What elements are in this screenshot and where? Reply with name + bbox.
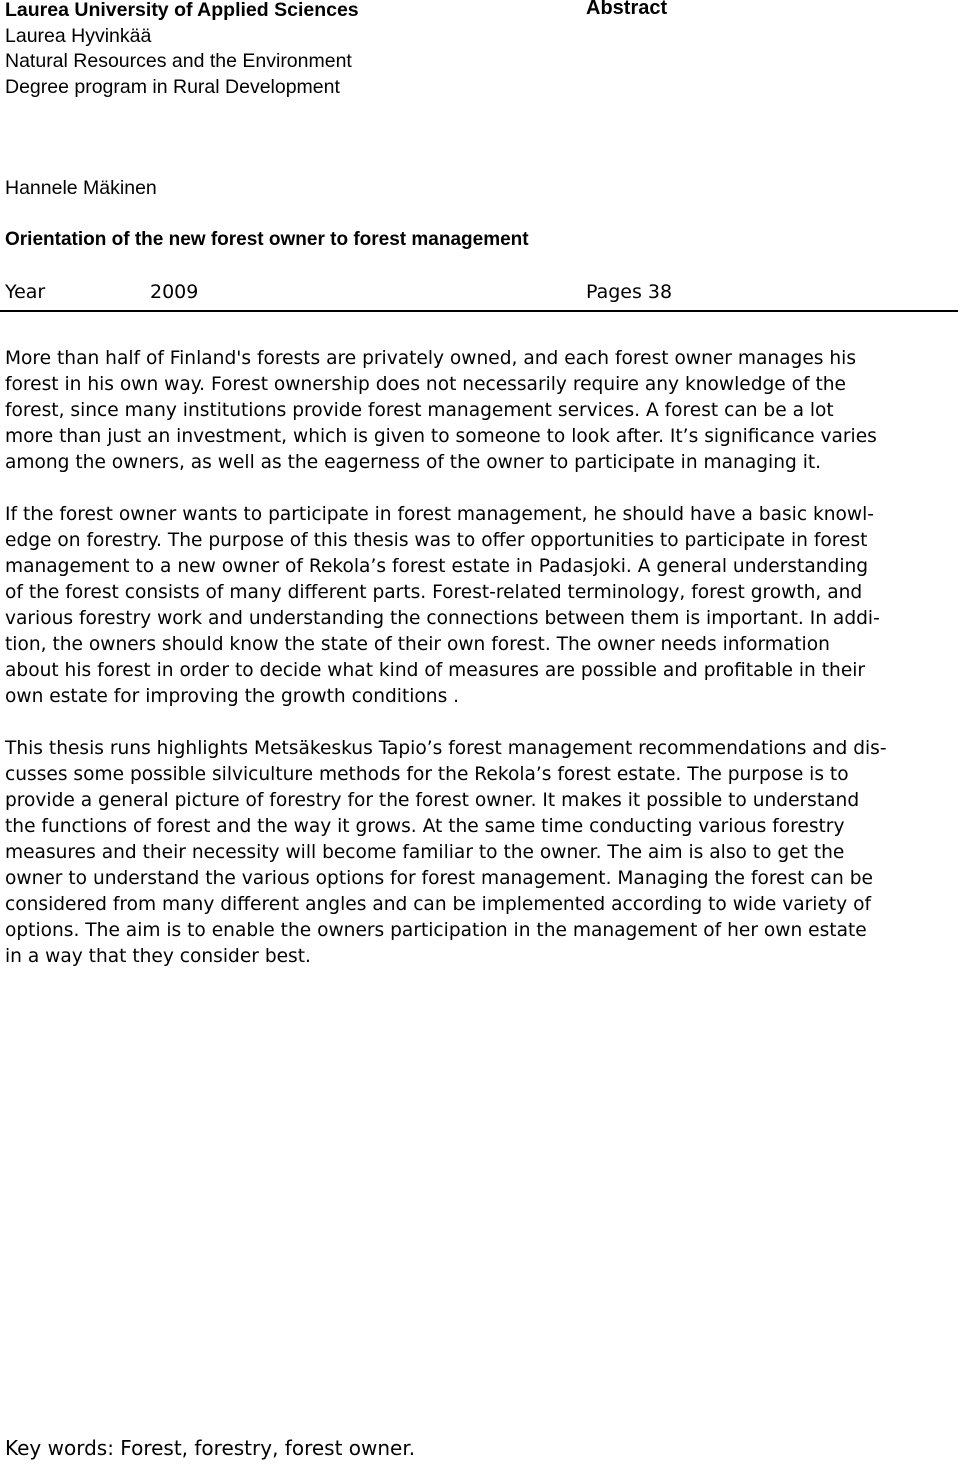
year-value: 2009 — [150, 281, 199, 303]
paragraph-line: owner to understand the various options for forest management. Managing the forest can be — [5, 868, 873, 889]
paragraph-line: of the forest consists of many different parts. Forest-related terminology, forest growth, and — [5, 582, 863, 603]
paragraph-line: options. The aim is to enable the owners participation in the management of her own estate — [5, 920, 867, 941]
paragraph-line: various forestry work and understanding the connections between them is important. In addi- — [5, 608, 880, 629]
paragraph-line: cusses some possible silviculture methods for the Rekola’s forest estate. The purpose is to — [5, 764, 849, 785]
paragraph-line: forest, since many institutions provide forest management services. A forest can be a lot — [5, 400, 834, 421]
keywords: Key words: Forest, forestry, forest owner. — [5, 1436, 416, 1460]
paragraph-line: about his forest in order to decide what kind of measures are possible and profitable in their — [5, 660, 866, 681]
pages-count: Pages 38 — [586, 281, 673, 303]
degree-program: Degree program in Rural Development — [5, 76, 340, 98]
paragraph-line: considered from many different angles and can be implemented according to wide variety of — [5, 894, 872, 915]
abstract-paragraph-2 — [5, 502, 955, 710]
paragraph-line: the functions of forest and the way it grows. At the same time conducting various forestry — [5, 816, 845, 837]
abstract-paragraph-1 — [5, 346, 955, 476]
abstract-paragraph-3 — [5, 736, 955, 970]
university-name: Laurea University of Applied Sciences — [5, 0, 359, 21]
header-divider — [0, 310, 958, 312]
paragraph-line: edge on forestry. The purpose of this thesis was to offer opportunities to participate in forest — [5, 530, 868, 551]
paragraph-line: more than just an investment, which is given to someone to look after. It’s significance varies — [5, 426, 877, 447]
paragraph-line: If the forest owner wants to participate in forest management, he should have a basic knowl- — [5, 504, 874, 525]
paragraph-line: forest in his own way. Forest ownership does not necessarily require any knowledge of the — [5, 374, 846, 395]
paragraph-line: More than half of Finland's forests are privately owned, and each forest owner manages his — [5, 348, 857, 369]
paragraph-line: provide a general picture of forestry for the forest owner. It makes it possible to understand — [5, 790, 860, 811]
author-name: Hannele Mäkinen — [5, 177, 157, 199]
paragraph-line: This thesis runs highlights Metsäkeskus Tapio’s forest management recommendations and dis- — [5, 738, 887, 759]
paragraph-line: measures and their necessity will become familiar to the owner. The aim is also to get the — [5, 842, 845, 863]
paragraph-line: own estate for improving the growth conditions . — [5, 686, 460, 707]
thesis-title: Orientation of the new forest owner to forest management — [5, 229, 529, 250]
paragraph-line: tion, the owners should know the state of their own forest. The owner needs information — [5, 634, 830, 655]
field-name: Natural Resources and the Environment — [5, 50, 352, 72]
paragraph-line: in a way that they consider best. — [5, 946, 311, 967]
paragraph-line: among the owners, as well as the eagerness of the owner to participate in managing it. — [5, 452, 822, 473]
paragraph-line: management to a new owner of Rekola’s forest estate in Padasjoki. A general understanding — [5, 556, 869, 577]
abstract-label: Abstract — [586, 0, 668, 19]
campus-name: Laurea Hyvinkää — [5, 25, 152, 47]
year-label: Year — [5, 281, 46, 303]
